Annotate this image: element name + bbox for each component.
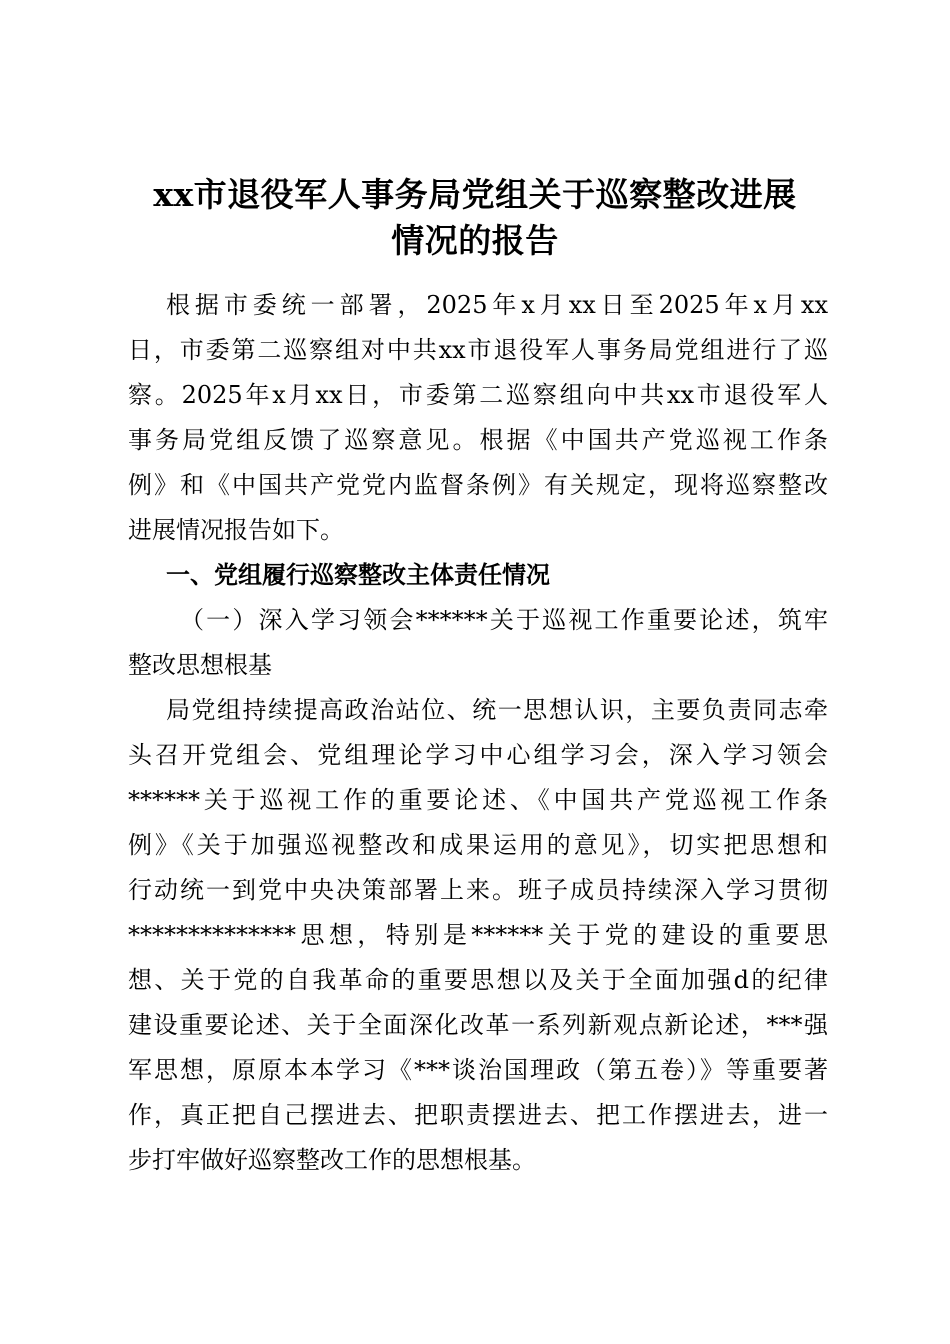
subsection-heading-line: （一）深入学习领会******关于巡视工作重要论述，筑牢 — [180, 606, 828, 634]
document-title-line-1: xx市退役军人事务局党组关于巡察整改进展 — [153, 175, 797, 214]
body-line: 步打牢做好巡察整改工作的思想根基。 — [128, 1146, 536, 1174]
body-line: 想、关于党的自我革命的重要思想以及关于全面加强d的纪律 — [128, 966, 828, 994]
body-line: 作，真正把自己摆进去、把职责摆进去、把工作摆进去，进一 — [128, 1101, 828, 1129]
document-title-line-2: 情况的报告 — [391, 221, 559, 260]
body-line: 建设重要论述、关于全面深化改革一系列新观点新论述，***强 — [128, 1011, 828, 1039]
body-line: 例》《关于加强巡视整改和成果运用的意见》，切实把思想和 — [128, 831, 828, 859]
intro-line: 事务局党组反馈了巡察意见。根据《中国共产党巡视工作条 — [128, 426, 828, 454]
body-line: 头召开党组会、党组理论学习中心组学习会，深入学习领会 — [128, 741, 828, 769]
body-line: **************思想，特别是******关于党的建设的重要思 — [128, 921, 828, 949]
subsection-heading-line: 整改思想根基 — [128, 651, 272, 679]
intro-line: 进展情况报告如下。 — [128, 516, 344, 544]
body-line: 军思想，原原本本学习《***谈治国理政（第五卷）》等重要著 — [128, 1056, 828, 1084]
intro-line: 例》和《中国共产党党内监督条例》有关规定，现将巡察整改 — [128, 471, 828, 499]
body-line: 行动统一到党中央决策部署上来。班子成员持续深入学习贯彻 — [128, 876, 828, 904]
intro-line: 根据市委统一部署，2025年x月xx日至2025年x月xx — [166, 291, 828, 319]
body-line: ******关于巡视工作的重要论述、《中国共产党巡视工作条 — [128, 786, 828, 814]
intro-line: 察。2025年x月xx日，市委第二巡察组向中共xx市退役军人 — [128, 381, 828, 409]
intro-line: 日，市委第二巡察组对中共xx市退役军人事务局党组进行了巡 — [128, 336, 828, 364]
body-line: 局党组持续提高政治站位、统一思想认识，主要负责同志牵 — [166, 696, 828, 724]
section-heading: 一、党组履行巡察整改主体责任情况 — [166, 560, 550, 589]
